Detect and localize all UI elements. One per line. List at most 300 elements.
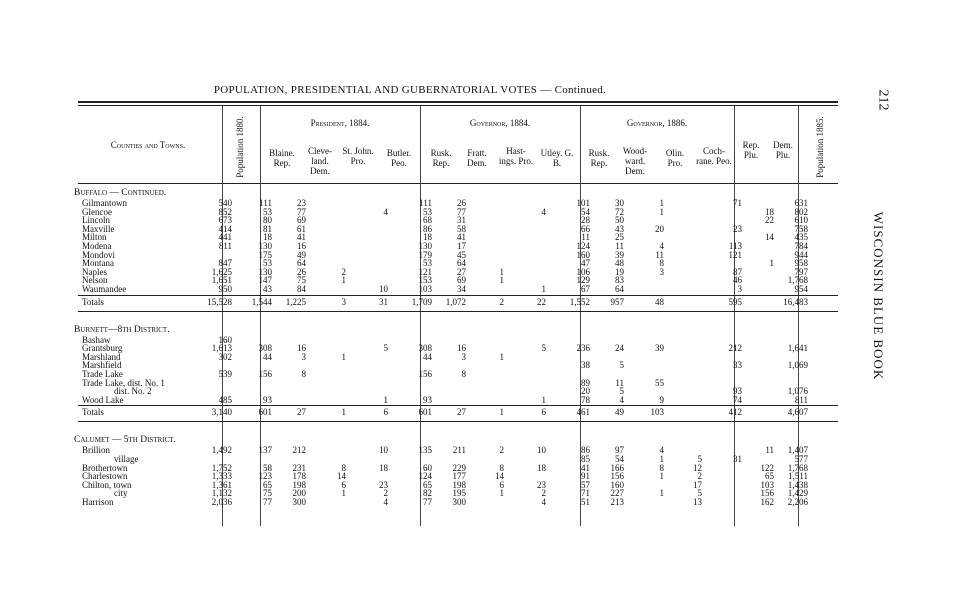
table-cell: 441 (218, 232, 232, 243)
table-cell: 64 (457, 258, 466, 269)
table-cell: 1,768 (787, 275, 808, 286)
table-cell: 22 (765, 215, 774, 226)
table-cell: 11 (655, 249, 664, 260)
row-name: Glencoe (82, 206, 112, 217)
table-cell: 8 (461, 369, 466, 379)
table-cell: 44 (263, 351, 272, 362)
table-cell: 38 (581, 360, 590, 371)
header-utley: Utley. G. B. (540, 148, 574, 168)
table-cell: 160 (610, 479, 624, 490)
table-cell: 103 (650, 407, 664, 418)
table-cell: 11 (581, 232, 590, 243)
table-cell: 673 (218, 215, 232, 226)
table-cell: 1 (341, 275, 346, 286)
table-cell: 631 (794, 198, 808, 208)
group-label: Burnett—8th District. (74, 324, 170, 335)
table-cell: 53 (423, 258, 432, 269)
table-cell: 93 (733, 386, 742, 397)
table-cell: 87 (733, 266, 742, 277)
table-cell: 160 (218, 334, 232, 345)
row-name: Totals (82, 296, 104, 307)
table-cell: 130 (418, 241, 432, 251)
table-cell: 178 (292, 471, 306, 482)
table-cell: 227 (610, 488, 624, 499)
table-cell: 156 (610, 471, 624, 482)
table-cell: 18 (379, 462, 388, 473)
table-cell: 69 (297, 215, 306, 226)
row-name: Trade Lake (82, 369, 123, 379)
table-cell: 5 (697, 488, 702, 499)
table-cell: 75 (263, 488, 272, 499)
row-name: Modena (82, 241, 112, 251)
table-cell: 2,206 (787, 497, 808, 507)
table-cell: 1 (659, 488, 664, 499)
table-cell: 1,438 (787, 479, 808, 490)
table-cell: 50 (615, 215, 624, 226)
table-cell: 3,140 (211, 407, 232, 418)
table-cell: 11 (615, 377, 624, 388)
table-cell: 5 (619, 360, 624, 371)
table-cell: 18 (765, 206, 774, 217)
table-cell: 20 (581, 386, 590, 397)
table-cell: 601 (258, 407, 272, 418)
page-number: 212 (875, 89, 891, 111)
table-cell: 57 (581, 479, 590, 490)
table-cell: 5 (697, 454, 702, 464)
table-cell: 85 (581, 454, 590, 464)
table-cell: 58 (263, 462, 272, 473)
table-cell: 55 (655, 377, 664, 388)
table-cell: 1 (341, 407, 346, 418)
totals-rule (78, 405, 838, 406)
table-cell: 954 (794, 284, 808, 294)
table-cell: 213 (610, 497, 624, 507)
table-cell: 1 (341, 351, 346, 362)
table-cell: 18 (537, 462, 546, 473)
table-cell: 27 (457, 407, 466, 418)
table-cell: 200 (292, 488, 306, 499)
table-cell: 78 (581, 394, 590, 405)
table-cell: 958 (794, 258, 808, 269)
row-name: Gilmantown (82, 198, 127, 208)
row-name: Lincoln (82, 215, 110, 226)
table-cell: 1,613 (211, 343, 232, 354)
table-cell: 74 (733, 394, 742, 405)
table-cell: 53 (263, 258, 272, 269)
table-cell: 461 (576, 407, 590, 418)
table-cell: 1,544 (251, 296, 272, 307)
table-cell: 1 (659, 206, 664, 217)
row-name: Chilton, town (82, 479, 132, 490)
table-cell: 67 (581, 284, 590, 294)
table-cell: 113 (728, 241, 742, 251)
table-cell: 3 (737, 284, 742, 294)
table-cell: 758 (794, 223, 808, 234)
table-cell: 46 (733, 275, 742, 286)
table-cell: 49 (297, 249, 306, 260)
table-cell: 49 (615, 407, 624, 418)
table-cell: 852 (218, 206, 232, 217)
table-cell: 129 (576, 275, 590, 286)
table-cell: 103 (760, 479, 774, 490)
table-cell: 156 (418, 369, 432, 379)
table-cell: 2 (341, 266, 346, 277)
table-cell: 124 (576, 241, 590, 251)
table-cell: 3 (659, 266, 664, 277)
row-name: Maxville (82, 223, 115, 234)
table-cell: 31 (457, 215, 466, 226)
table-cell: 6 (499, 479, 504, 490)
table-cell: 25 (615, 232, 624, 243)
group-label: Buffalo — Continued. (74, 188, 167, 198)
table-cell: 130 (258, 241, 272, 251)
table-cell: 212 (728, 343, 742, 354)
table-cell: 45 (457, 249, 466, 260)
table-cell: 75 (297, 275, 306, 286)
table-cell: 1,768 (787, 462, 808, 473)
table-cell: 106 (576, 266, 590, 277)
table-cell: 1 (499, 407, 504, 418)
header-blaine: Blaine. Rep. (269, 148, 295, 168)
table-cell: 11 (615, 241, 624, 251)
table-cell: 81 (263, 223, 272, 234)
table-cell: 6 (541, 407, 546, 418)
table-cell: 1 (383, 394, 388, 405)
table-cell: 31 (733, 454, 742, 464)
table-cell: 130 (258, 266, 272, 277)
table-cell: 1 (659, 471, 664, 482)
table-cell: 1,625 (211, 266, 232, 277)
table-cell: 1,492 (211, 445, 232, 456)
table-cell: 595 (728, 296, 742, 307)
table-cell: 123 (258, 471, 272, 482)
table-cell: 80 (263, 215, 272, 226)
table-cell: 71 (581, 488, 590, 499)
header-rusk-1886: Rusk. Rep. (588, 148, 610, 168)
table-cell: 4 (659, 445, 664, 456)
table-cell: 2 (499, 296, 504, 307)
table-cell: 179 (418, 249, 432, 260)
table-cell: 412 (728, 407, 742, 418)
table-cell: 957 (610, 296, 624, 307)
row-name: Brillion (82, 445, 111, 456)
table-cell: 2,036 (211, 497, 232, 507)
table-cell: 1,709 (411, 296, 432, 307)
table-cell: 71 (733, 198, 742, 208)
table-cell: 784 (794, 241, 808, 251)
table-cell: 13 (693, 497, 702, 507)
table-cell: 1,511 (788, 471, 808, 482)
header-rep-plu: Rep. Plu. (742, 140, 760, 160)
table-cell: 34 (457, 284, 466, 294)
table-cell: 811 (794, 394, 808, 405)
table-cell: 82 (423, 488, 432, 499)
row-name: village (114, 454, 139, 464)
table-cell: 20 (655, 223, 664, 234)
header-st-john: St. John. Pro. (342, 146, 374, 166)
table-cell: 8 (499, 462, 504, 473)
top-rule-2 (78, 105, 838, 106)
table-cell: 147 (258, 275, 272, 286)
table-cell: 23 (297, 198, 306, 208)
table-cell: 91 (581, 471, 590, 482)
table-cell: 77 (263, 497, 272, 507)
table-cell: 103 (418, 284, 432, 294)
table-cell: 8 (301, 369, 306, 379)
table-cell: 1,225 (285, 296, 306, 307)
table-cell: 16 (297, 241, 306, 251)
table-cell: 1 (499, 275, 504, 286)
table-cell: 1 (499, 488, 504, 499)
table-cell: 1,552 (569, 296, 590, 307)
table-cell: 24 (615, 343, 624, 354)
table-cell: 69 (457, 275, 466, 286)
table-cell: 97 (615, 445, 624, 456)
table-cell: 175 (258, 249, 272, 260)
table-cell: 198 (292, 479, 306, 490)
table-cell: 111 (419, 198, 432, 208)
table-cell: 198 (452, 479, 466, 490)
table-cell: 86 (423, 223, 432, 234)
table-cell: 847 (218, 258, 232, 269)
table-cell: 944 (794, 249, 808, 260)
row-name: Trade Lake, dist. No. 1 (82, 377, 165, 388)
table-cell: 41 (297, 232, 306, 243)
table-cell: 156 (258, 369, 272, 379)
table-cell: 4 (541, 497, 546, 507)
table-cell: 1,752 (211, 462, 232, 473)
top-rule (78, 101, 838, 103)
table-cell: 53 (423, 206, 432, 217)
table-cell: 27 (297, 407, 306, 418)
table-cell: 4 (659, 241, 664, 251)
totals-rule (78, 295, 838, 296)
row-name: Marshland (82, 351, 121, 362)
table-cell: 1 (769, 258, 774, 269)
table-cell: 539 (218, 369, 232, 379)
table-cell: 4 (619, 394, 624, 405)
table-cell: 10 (379, 284, 388, 294)
table-cell: 16,483 (783, 296, 808, 307)
header-president-1884: President, 1884. (310, 118, 370, 128)
table-cell: 12 (693, 462, 702, 473)
running-title: WISCONSIN BLUE BOOK (871, 211, 886, 381)
table-cell: 811 (218, 241, 232, 251)
table-cell: 1,333 (211, 471, 232, 482)
table-cell: 308 (418, 343, 432, 354)
table-cell: 10 (537, 445, 546, 456)
table-cell: 5 (619, 386, 624, 397)
table-cell: 93 (423, 394, 432, 405)
table-cell: 77 (423, 497, 432, 507)
table-cell: 211 (452, 445, 466, 456)
table-cell: 8 (341, 462, 346, 473)
table-cell: 28 (581, 215, 590, 226)
table-cell: 23 (379, 479, 388, 490)
table-cell: 54 (615, 454, 624, 464)
table-cell: 89 (581, 377, 590, 388)
table-cell: 19 (615, 266, 624, 277)
row-name: Montana (82, 258, 114, 269)
table-cell: 1 (659, 198, 664, 208)
table-cell: 121 (418, 266, 432, 277)
table-cell: 83 (615, 275, 624, 286)
table-cell: 300 (452, 497, 466, 507)
table-cell: 5 (383, 343, 388, 354)
table-cell: 6 (341, 479, 346, 490)
table-cell: 4,607 (787, 407, 808, 418)
table-cell: 11 (765, 445, 774, 456)
table-cell: 1,407 (787, 445, 808, 456)
group-label: Calumet — 5th District. (74, 435, 176, 446)
table-cell: 414 (218, 223, 232, 234)
row-name: Harrison (82, 497, 114, 507)
group-rule (78, 311, 838, 312)
header-governor-1884: Governor, 1884. (469, 118, 531, 128)
header-governor-1886: Governor, 1886. (626, 118, 688, 128)
table-cell: 53 (263, 206, 272, 217)
table-cell: 4 (383, 497, 388, 507)
table-cell: 2 (541, 488, 546, 499)
table-cell: 15,528 (207, 296, 232, 307)
row-name: Marshfield (82, 360, 122, 371)
table-cell: 65 (765, 471, 774, 482)
table-cell: 3 (341, 296, 346, 307)
table-cell: 22 (537, 296, 546, 307)
table-cell: 1,069 (787, 360, 808, 371)
row-name: Milton (82, 232, 107, 243)
table-cell: 64 (297, 258, 306, 269)
table-cell: 1 (541, 394, 546, 405)
table-cell: 229 (452, 462, 466, 473)
table-cell: 950 (218, 284, 232, 294)
table-cell: 9 (659, 394, 664, 405)
table-cell: 166 (610, 462, 624, 473)
table-cell: 124 (418, 471, 432, 482)
table-cell: 14 (337, 471, 346, 482)
table-cell: 540 (218, 198, 232, 208)
table-cell: 1,429 (787, 488, 808, 499)
table-cell: 3 (461, 351, 466, 362)
row-name: city (114, 488, 128, 499)
table-cell: 1 (541, 284, 546, 294)
table-cell: 65 (263, 479, 272, 490)
table-cell: 30 (615, 198, 624, 208)
table-cell: 23 (537, 479, 546, 490)
table-cell: 60 (423, 462, 432, 473)
table-cell: 4 (541, 206, 546, 217)
row-name: Waumandee (82, 284, 127, 294)
table-cell: 44 (423, 351, 432, 362)
table-cell: 1 (499, 266, 504, 277)
table-cell: 8 (659, 258, 664, 269)
header-dem-plu: Dem. Plu. (773, 140, 793, 160)
table-cell: 195 (452, 488, 466, 499)
row-name: Wood Lake (82, 394, 124, 405)
table-cell: 43 (615, 223, 624, 234)
table-cell: 1 (659, 454, 664, 464)
table-cell: 160 (576, 249, 590, 260)
table-cell: 17 (457, 241, 466, 251)
table-cell: 54 (581, 206, 590, 217)
table-cell: 8 (659, 462, 664, 473)
table-cell: 2 (697, 471, 702, 482)
table-cell: 1,072 (445, 296, 466, 307)
row-name: Charlestown (82, 471, 128, 482)
table-cell: 26 (457, 198, 466, 208)
header-population-1885: Population 1885. (815, 116, 825, 178)
table-cell: 1,641 (787, 343, 808, 354)
row-name: Nelson (82, 275, 108, 286)
table-cell: 6 (383, 407, 388, 418)
table-cell: 162 (760, 497, 774, 507)
table-cell: 68 (423, 215, 432, 226)
table-cell: 41 (581, 462, 590, 473)
row-name: Bashaw (82, 334, 111, 345)
table-cell: 41 (457, 232, 466, 243)
table-cell: 111 (259, 198, 272, 208)
table-cell: 1 (499, 351, 504, 362)
table-cell: 47 (581, 258, 590, 269)
table-cell: 101 (576, 198, 590, 208)
table-cell: 300 (292, 497, 306, 507)
header-cochrane: Coch-rane. Peo. (696, 146, 732, 166)
table-cell: 10 (379, 445, 388, 456)
table-cell: 65 (423, 479, 432, 490)
table-cell: 1,361 (211, 479, 232, 490)
row-name: Mondovi (82, 249, 116, 260)
header-population-1880: Population 1880. (235, 116, 245, 178)
table-cell: 212 (292, 445, 306, 456)
table-cell: 23 (733, 223, 742, 234)
table-cell: 135 (418, 445, 432, 456)
table-cell: 26 (297, 266, 306, 277)
header-bottom-rule (78, 183, 838, 184)
table-cell: 236 (576, 343, 590, 354)
table-cell: 93 (263, 394, 272, 405)
table-cell: 86 (581, 445, 590, 456)
header-butler: Butler. Peo. (386, 148, 412, 168)
table-cell: 84 (297, 284, 306, 294)
table-cell: 122 (760, 462, 774, 473)
table-cell: 2 (383, 488, 388, 499)
table-cell: 66 (581, 223, 590, 234)
table-cell: 1,076 (787, 386, 808, 397)
table-cell: 797 (794, 266, 808, 277)
table-cell: 177 (452, 471, 466, 482)
table-cell: 302 (218, 351, 232, 362)
table-cell: 1,651 (211, 275, 232, 286)
table-cell: 231 (292, 462, 306, 473)
row-name: dist. No. 2 (114, 386, 152, 397)
header-woodward: Wood-ward. Dem. (622, 146, 648, 176)
table-cell: 61 (297, 223, 306, 234)
table-cell: 485 (218, 394, 232, 405)
table-cell: 14 (765, 232, 774, 243)
table-cell: 18 (263, 232, 272, 243)
table-cell: 58 (457, 223, 466, 234)
row-name: Totals (82, 407, 104, 418)
table-cell: 601 (418, 407, 432, 418)
table-cell: 14 (495, 471, 504, 482)
table-cell: 17 (693, 479, 702, 490)
header-fratt: Fratt. Dem. (467, 148, 487, 168)
table-cell: 1 (341, 488, 346, 499)
table-cell: 4 (383, 206, 388, 217)
table-cell: 2 (499, 445, 504, 456)
header-counties: Counties and Towns. (110, 140, 186, 150)
table-cell: 308 (258, 343, 272, 354)
